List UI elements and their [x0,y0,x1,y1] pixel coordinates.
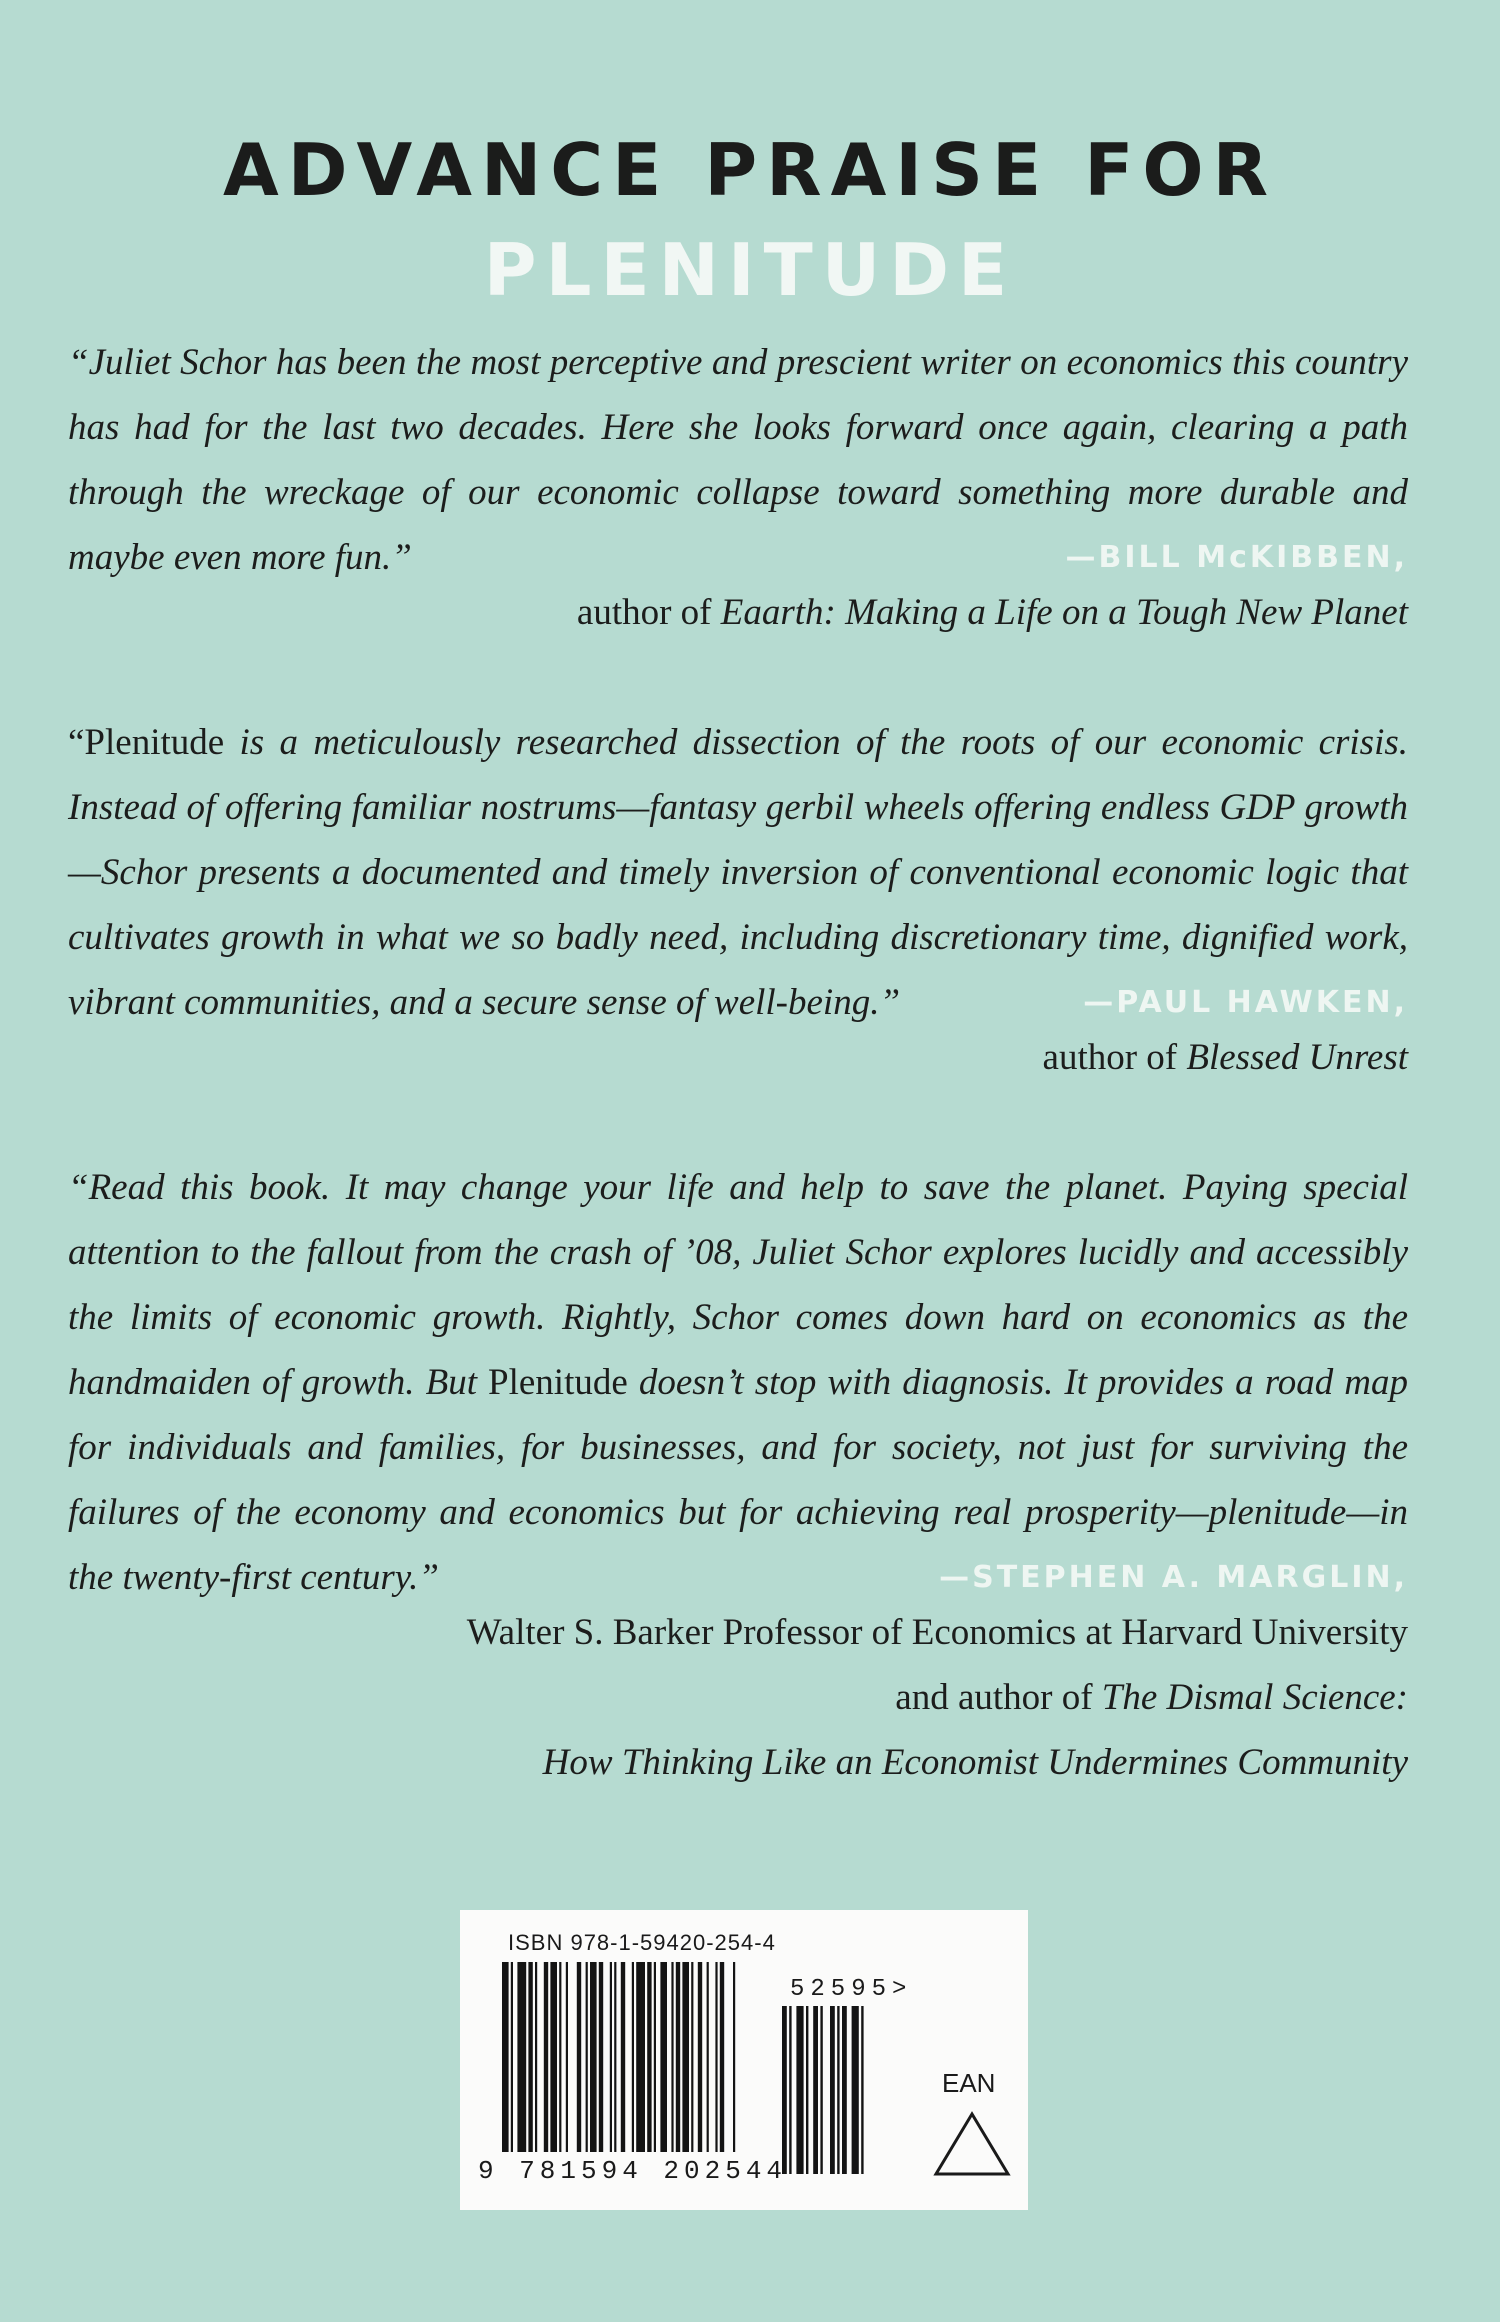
book-title: The Dismal Science: [1101,1677,1408,1718]
heading-title-word: PLENITUDE [483,228,1017,312]
barcode-bar [671,1962,673,2152]
book-subtitle: How Thinking Like an Economist Undermines Community [542,1742,1408,1783]
attribution-line: and author of The Dismal Science: [895,1677,1408,1718]
cover-heading [0,120,1500,320]
main-barcode [502,1962,735,2152]
barcode-bar [654,1962,656,2152]
barcode-bar [599,1962,603,2152]
addon-bar [782,2006,787,2174]
barcode-bar [590,1962,597,2152]
ean-label: EAN [942,2068,996,2098]
book-title: Eaarth: Making a Life on a Tough New Planet [720,592,1408,633]
quote-author-name: —STEPHEN A. MARGLIN, [939,1560,1408,1595]
attribution-line: Walter S. Barker Professor of Economics at Harvard University [466,1612,1408,1653]
barcode-bar [660,1962,667,2152]
barcode-bar [610,1962,612,2152]
barcode-bar [550,1962,557,2152]
barcode-bar [682,1962,689,2152]
addon-bar [813,2006,818,2174]
quote-attribution: author of Blessed Unrest [1042,1037,1408,1078]
quote-text: “Read this book. It may change your life and help to save the planet. Paying special attention to the fallout from the crash of ’08, Juliet Schor explores lucidly and accessibly the limits of economic growth. Rightly, Schor comes down hard on economics as the handmaiden of growth. But [68,1167,1408,1403]
book-title: Blessed Unrest [1186,1037,1408,1078]
addon-bar [852,2006,859,2174]
quote-hawken [68,710,1408,1035]
heading-prefix: ADVANCE PRAISE FOR [222,128,1278,212]
quote-text: doesn’t stop with diagnosis. It provides a road map for individuals and families, for businesses, and for society, not just for surviving the failures of the economy and economics but for achieving real prosperity—plenitude—in the twenty-first century.” [68,1362,1408,1598]
barcode-bar [511,1962,513,2152]
addon-bar [861,2006,863,2174]
barcode-bar [577,1962,581,2152]
addon-bar [820,2006,822,2174]
price-code: 52595> [790,1976,913,2003]
barcode-bar [707,1962,709,2152]
addon-bar [842,2006,847,2174]
barcode-bar [632,1962,634,2152]
barcode-bar [528,1962,532,2152]
barcode-bar [517,1962,526,2152]
barcode-bar [621,1962,625,2152]
addon-bar [789,2006,791,2174]
addon-bar [837,2006,839,2174]
barcode-bar [566,1962,568,2152]
addon-bar [796,2006,803,2174]
barcode-bar [559,1962,561,2152]
isbn-barcode-box [460,1910,1028,2210]
barcode-bar [733,1962,735,2152]
barcode-bar [502,1962,509,2152]
addon-bar [830,2006,835,2174]
quote-author-name: —PAUL HAWKEN, [1083,985,1408,1020]
quote-marglin [68,1155,1408,1610]
quote-attribution [68,1600,1408,1795]
barcode-bar [535,1962,537,2152]
barcode-bar [676,1962,680,2152]
quote-book-name: “Plenitude [68,722,225,763]
ean-triangle-icon [932,2110,1012,2180]
barcode-bar [586,1962,588,2152]
quote-author-name: —BILL McKIBBEN, [1065,540,1408,575]
attribution-line [68,1730,1408,1795]
barcode-bar [614,1962,616,2152]
barcode-bar [636,1962,645,2152]
barcode-bar [715,1962,717,2152]
quote-text: “Juliet Schor has been the most perceptive and prescient writer on economics this country has had for the last two decades. Here she looks forward once again, clearing a path through the wreckage of our economic collapse toward something more durable and maybe even more fun.” [68,342,1408,578]
quote-book-name: Plenitude [488,1362,628,1403]
barcode-bar [698,1962,702,2152]
barcode-bar [647,1962,651,2152]
isbn-label: ISBN 978-1-59420-254-4 [508,1930,776,1955]
barcode-bar [691,1962,693,2152]
barcode-digits: 9 781594 202544 [478,2156,788,2186]
addon-bar [806,2006,808,2174]
barcode-bar [720,1962,724,2152]
quote-text: is a meticulously researched dissection of the roots of our economic crisis. Instead of offering familiar nostrums—fantasy gerbil wheels offering endless GDP growth—Schor presents a documented and timely inversion of conventional economic logic that cultivates growth in what we so badly need, including discretionary time, dignified work, vibrant communities, and a secure sense of well-being.” [68,722,1408,1023]
quote-attribution: author of Eaarth: Making a Life on a Tough New Planet [576,592,1408,633]
barcode-bar [544,1962,548,2152]
addon-barcode [782,2006,864,2174]
quote-mckibben [68,330,1408,590]
